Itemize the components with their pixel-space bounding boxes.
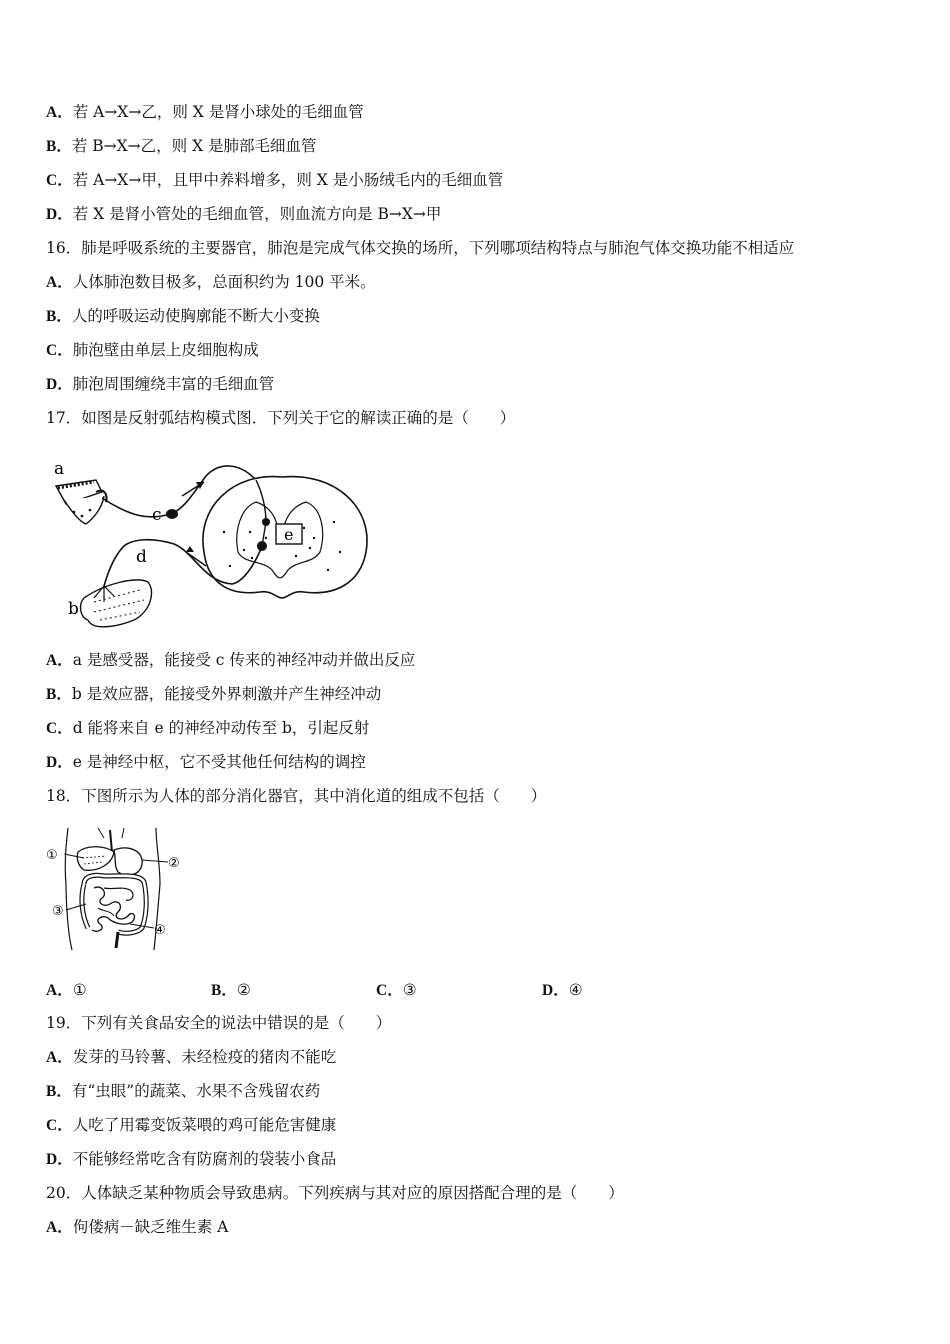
option-text: 发芽的马铃薯、未经检疫的猪肉不能吃 <box>72 1048 337 1066</box>
label-d: d <box>136 547 147 567</box>
option-text: 人体肺泡数目极多，总面积约为 100 平米。 <box>72 273 376 291</box>
q19-option-a <box>46 1047 336 1068</box>
option-text: ① <box>72 981 87 999</box>
effector-b-shape <box>81 580 152 627</box>
option-label: A． <box>46 982 73 999</box>
reflex-arc-figure <box>44 452 384 637</box>
q16-option-b <box>46 306 320 327</box>
q19-stem: 19．下列有关食品安全的说法中错误的是（ ） <box>46 1014 392 1032</box>
q19-option-d <box>46 1149 336 1170</box>
q18-stem: 18．下图所示为人体的部分消化器官，其中消化道的组成不包括（ ） <box>46 787 547 805</box>
option-label: B． <box>46 1083 72 1100</box>
option-text: 若 A→X→甲，且甲中养料增多，则 X 是小肠绒毛内的毛细血管 <box>72 171 504 189</box>
option-label: C． <box>376 982 403 999</box>
option-label: B． <box>211 982 237 999</box>
q19-option-b <box>46 1081 320 1102</box>
option-text: 若 B→X→乙，则 X 是肺部毛细血管 <box>71 137 317 155</box>
option-text: 若 A→X→乙，则 X 是肾小球处的毛细血管 <box>72 103 364 121</box>
option-label: D． <box>46 376 73 393</box>
option-label: D． <box>46 754 73 771</box>
option-text: ③ <box>402 981 417 999</box>
label-e: e <box>284 525 294 544</box>
option-label: C． <box>46 172 73 189</box>
option-text: 佝偻病－缺乏维生素 A <box>72 1218 229 1236</box>
option-text: 肺泡壁由单层上皮细胞构成 <box>72 341 259 359</box>
q17-option-c <box>46 718 369 739</box>
q18-option-d <box>542 980 583 1001</box>
label-a: a <box>54 459 65 479</box>
ganglion-c-shape <box>166 509 178 519</box>
option-label: C． <box>46 1117 73 1134</box>
q18-option-c <box>376 980 417 1001</box>
q15-option-c <box>46 170 503 191</box>
q18-options <box>46 980 746 1000</box>
q17-option-b <box>46 684 381 705</box>
option-label: D． <box>542 982 569 999</box>
q16-stem: 16．肺是呼吸系统的主要器官，肺泡是完成气体交换的场所，下列哪项结构特点与肺泡气体交换功能不相适应 <box>46 239 795 257</box>
option-label: A． <box>46 1049 73 1066</box>
q18-option-a <box>46 980 87 1001</box>
q15-option-a <box>46 102 364 123</box>
q16-option-a <box>46 272 376 293</box>
option-text: ② <box>236 981 251 999</box>
option-text: b 是效应器，能接受外界刺激并产生神经冲动 <box>71 685 382 703</box>
option-text: 若 X 是肾小管处的毛细血管，则血流方向是 B→X→甲 <box>72 205 442 223</box>
q17-stem: 17．如图是反射弧结构模式图．下列关于它的解读正确的是（ ） <box>46 409 516 427</box>
option-text: d 能将来自 e 的神经冲动传至 b，引起反射 <box>72 719 370 737</box>
label-2: ② <box>168 856 180 871</box>
option-text: e 是神经中枢，它不受其他任何结构的调控 <box>72 753 366 771</box>
label-4: ④ <box>154 923 166 938</box>
q19-option-c <box>46 1115 336 1136</box>
q16-option-d <box>46 374 274 395</box>
q15-option-b <box>46 136 317 157</box>
option-label: C． <box>46 720 73 737</box>
label-1: ① <box>46 848 58 863</box>
option-label: D． <box>46 206 73 223</box>
option-label: B． <box>46 308 72 325</box>
q18-option-b <box>211 980 251 1001</box>
option-label: B． <box>46 686 72 703</box>
option-label: A． <box>46 652 73 669</box>
q17-option-a <box>46 650 415 671</box>
option-text: ④ <box>568 981 583 999</box>
digestive-system-figure <box>44 824 184 954</box>
option-text: 不能够经常吃含有防腐剂的袋装小食品 <box>72 1150 337 1168</box>
option-text: 人吃了用霉变饭菜喂的鸡可能危害健康 <box>72 1116 337 1134</box>
label-3: ③ <box>52 904 64 919</box>
q17-option-d <box>46 752 366 773</box>
option-label: B． <box>46 138 72 155</box>
q15-option-d <box>46 204 441 225</box>
option-label: A． <box>46 1219 73 1236</box>
option-text: 肺泡周围缠绕丰富的毛细血管 <box>72 375 275 393</box>
q16-option-c <box>46 340 259 361</box>
option-label: D． <box>46 1151 73 1168</box>
option-label: A． <box>46 104 73 121</box>
option-text: a 是感受器，能接受 c 传来的神经冲动并做出反应 <box>72 651 416 669</box>
option-text: 人的呼吸运动使胸廓能不断大小变换 <box>71 307 320 325</box>
label-b: b <box>68 599 79 619</box>
option-label: A． <box>46 274 73 291</box>
option-text: 有“虫眼”的蔬菜、水果不含残留农药 <box>71 1082 321 1100</box>
receptor-a-shape <box>56 480 107 524</box>
q20-option-a <box>46 1217 228 1238</box>
label-c: c <box>152 505 162 525</box>
option-label: C． <box>46 342 73 359</box>
q20-stem: 20．人体缺乏某种物质会导致患病。下列疾病与其对应的原因搭配合理的是（ ） <box>46 1184 624 1202</box>
